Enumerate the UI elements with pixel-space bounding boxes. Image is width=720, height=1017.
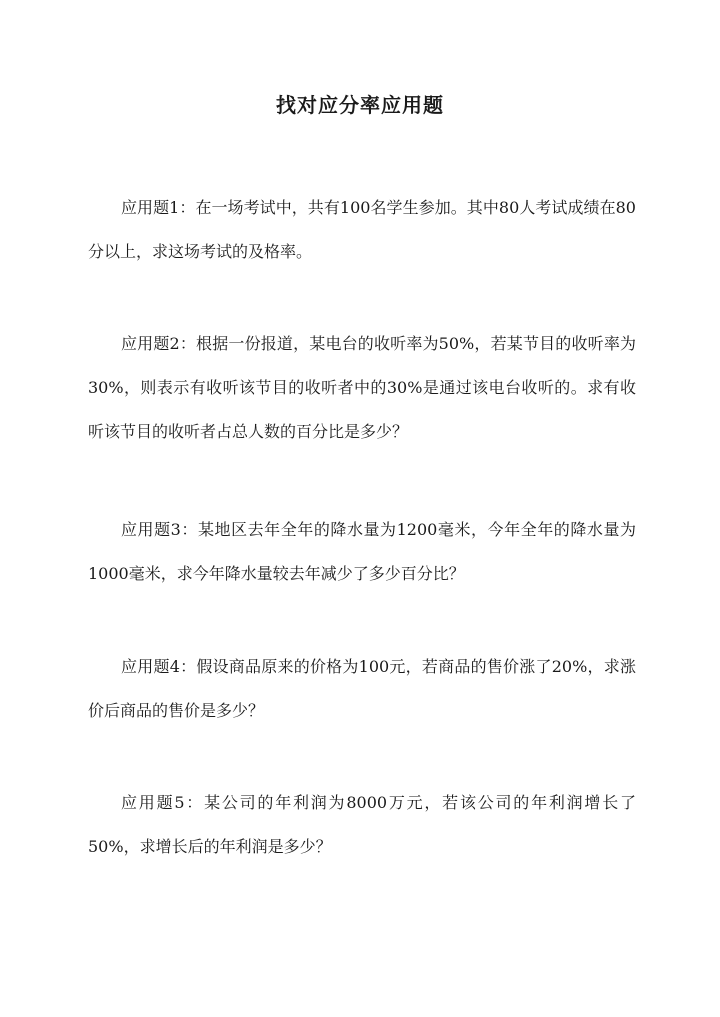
problem-3: 应用题3：某地区去年全年的降水量为1200毫米，今年全年的降水量为1000毫米，求今年降水量较去年减少了多少百分比？	[88, 520, 636, 583]
problem-4: 应用题4：假设商品原来的价格为100元，若商品的售价涨了20%，求涨价后商品的售价是多少？	[88, 657, 636, 720]
problem-5: 应用题5：某公司的年利润为8000万元，若该公司的年利润增长了50%，求增长后的年利润是多少？	[88, 793, 636, 856]
document-title: 找对应分率应用题	[276, 93, 444, 117]
problem-2: 应用题2：根据一份报道，某电台的收听率为50%，若某节目的收听率为30%，则表示有收听该节目的收听者中的30%是通过该电台收听的。求有收听该节目的收听者占总人数的百分比是多少？	[88, 334, 636, 441]
problem-1: 应用题1：在一场考试中，共有100名学生参加。其中80人考试成绩在80分以上，求这场考试的及格率。	[88, 198, 636, 261]
